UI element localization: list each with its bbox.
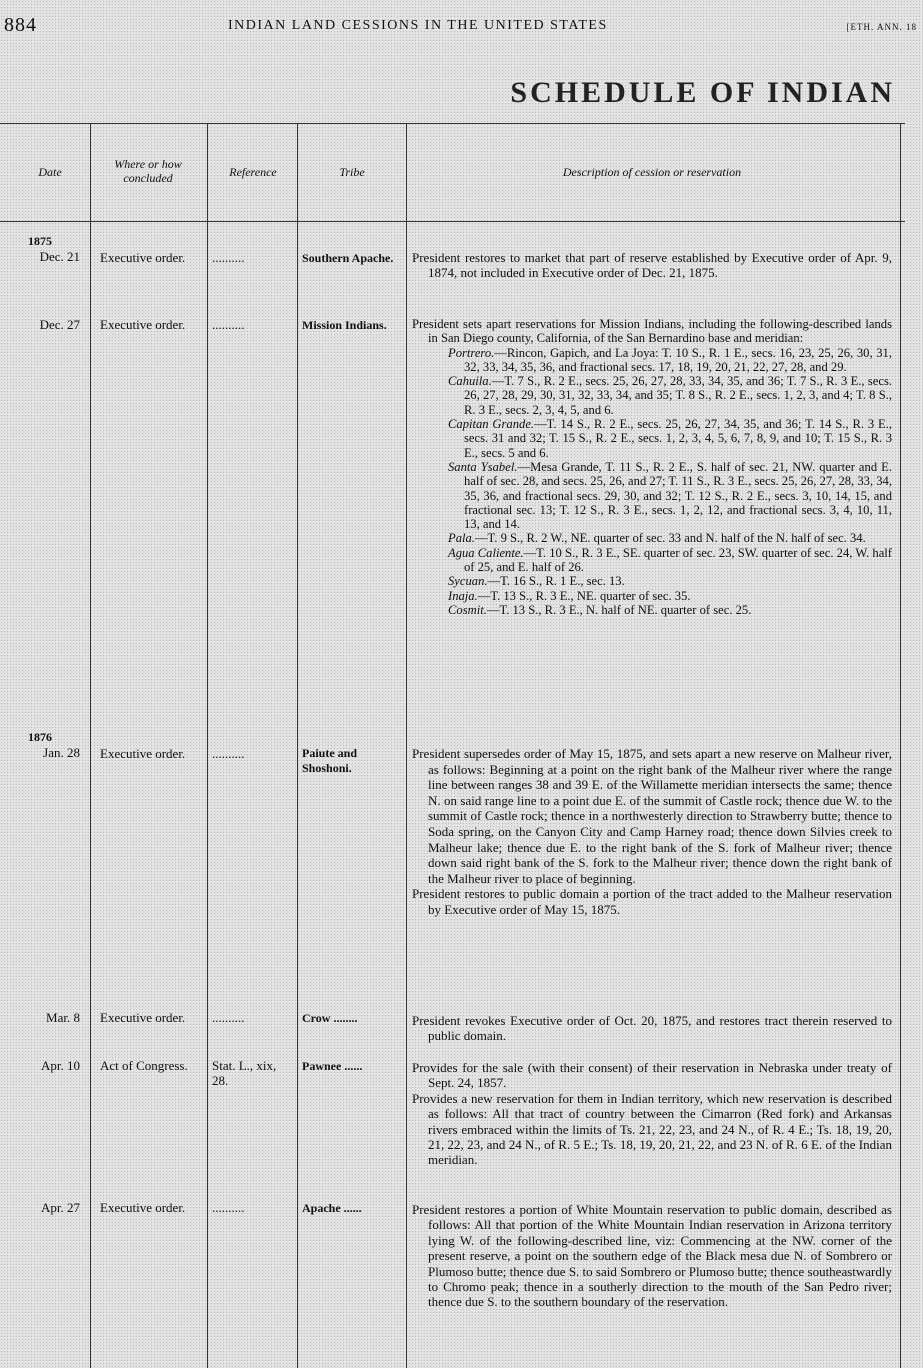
entry-description xyxy=(412,250,892,281)
tract-name: Inaja. xyxy=(448,588,478,603)
column-rule xyxy=(406,123,407,1368)
entry-date: Apr. 27 xyxy=(41,1200,80,1215)
entry-description xyxy=(412,1013,892,1044)
description-text: President restores a portion of White Mountain reservation to public domain, described as follows: All that portion of the White Mountain Indian reservation in Arizona territory lying W. of the following-described line, viz: Commencing at the NW. corner of the present reserve, a point on the southern edge of the Black mesa due N. of Sombrero or Plumoso butte; thence due S. to said Sombrero or Plumoso butte; thence southeastwardly to Chromo peak; thence in a southerly direction to the mouth of the San Pedro river; thence due S. to the southern boundary of the reservation. xyxy=(412,1202,892,1310)
description-text: President restores to market that part of reserve established by Executive order of Apr. 9, 1874, not included in Executive order of Dec. 21, 1875. xyxy=(412,250,892,281)
schedule-title: SCHEDULE OF INDIAN xyxy=(510,76,895,109)
page-number: 884 xyxy=(4,14,37,36)
entry-date xyxy=(0,234,80,265)
tract-text: —T. 16 S., R. 1 E., sec. 13. xyxy=(487,574,625,589)
tract-text: —T. 13 S., R. 3 E., N. half of NE. quarter of sec. 25. xyxy=(486,602,752,617)
entry-tribe: Pawnee ...... xyxy=(302,1059,363,1073)
tract-item xyxy=(412,603,892,617)
tract-item xyxy=(412,589,892,603)
entry-tribe: Paiute and Shoshoni. xyxy=(302,746,358,776)
column-header-date: Date xyxy=(38,165,62,179)
tract-name: Santa Ysabel. xyxy=(448,459,518,474)
column-header-tribe: Tribe xyxy=(339,165,365,179)
tract-text: —Mesa Grande, T. 11 S., R. 2 E., S. half of sec. 21, NW. quarter and E. half of sec. 28, and secs. 25, 26, and 27; T. 11 S., R. 3 E., secs. 25, 26, 27, 28, 33, 34, 35, 36, and fractional secs. 29, 30, and 32; T. 12 S., R. 2 E., secs. 3, 10, 14, 15, and fractional sec. 13; T. 12 S., R. 3 E., secs. 1, 2, 12, and fractional secs. 3, 4, 10, 11, 13, and 14. xyxy=(464,459,892,532)
entry-where: Executive order. xyxy=(100,1200,186,1215)
tract-name: Capitan Grande. xyxy=(448,417,535,432)
description-text-2: Provides a new reservation for them in Indian territory, which new reservation is described as follows: All that tract of country between the Cimarron (Red fork) and Arkansas rivers embraced within the limits of Ts. 21, 22, 23, and 24 N., of R. 4 E.; Ts. 18, 19, 20, 21, 22, 23, and 24 N., of R. 5 E.; Ts. 18, 19, 20, 21, 22, and 23 N. of R. 6 E. of the Indian meridian. xyxy=(412,1090,892,1168)
tract-name: Sycuan. xyxy=(448,574,488,589)
entry-tribe: Mission Indians. xyxy=(302,318,387,332)
tract-text: —T. 10 S., R. 3 E., SE. quarter of sec. 23, SW. quarter of sec. 24, W. half of 25, and E. half of 26. xyxy=(464,545,892,575)
entry-reference: .......... xyxy=(212,317,245,332)
column-header-reference: Reference xyxy=(229,165,277,179)
column-header-where: Where or how concluded xyxy=(114,157,182,185)
entry-description xyxy=(412,317,892,617)
entry-where: Executive order. xyxy=(100,317,186,332)
tract-text: —T. 7 S., R. 2 E., secs. 25, 26, 27, 28, 33, 34, 35, and 36; T. 7 S., R. 3 E., secs. 26, 27, 28, 29, 30, 31, 32, 33, 34, and 35; T. 8 S., R. 2 E., secs. 1, 2, 3, and 4; T. 8 S., R. 3 E., secs. 2, 3, 4, 5, and 6. xyxy=(464,374,892,417)
description-text: Provides for the sale (with their consent) of their reservation in Nebraska under treaty of Sept. 24, 1857. xyxy=(412,1060,892,1091)
entry-where: Executive order. xyxy=(100,250,186,265)
entry-where: Executive order. xyxy=(100,746,186,761)
entry-description xyxy=(412,1060,892,1168)
column-rule xyxy=(207,123,208,1368)
entry-reference: Stat. L., xix, 28. xyxy=(212,1058,277,1089)
entry-tribe: Crow ........ xyxy=(302,1011,358,1025)
tract-item xyxy=(412,531,892,545)
entry-day: Jan. 28 xyxy=(43,745,80,761)
column-rule xyxy=(297,123,298,1368)
description-text: President supersedes order of May 15, 1875, and sets apart a new reserve on Malheur river, as follows: Beginning at a point on the right bank of the Malheur river where the range line between ranges 38 and 39 E. of the Willamette meridian intersects the same; thence N. on said range line to a point due E. of the summit of Castle rock; thence due W. to the summit of Castle rock; thence in a northwesterly direction to Strawberry butte; thence to Soda spring, on the Canyon City and Camp Harney road; thence down Silvies creek to Malheur lake; thence due E. to the right bank of the S. fork of Malheur river; thence down said right bank of the S. fork to the Malheur river; thence down the right bank of the Malheur river to place of beginning. xyxy=(412,746,892,886)
entry-year: 1875 xyxy=(28,234,52,248)
column-rule xyxy=(90,123,91,1368)
tract-text: —T. 9 S., R. 2 W., NE. quarter of sec. 33 and N. half of the N. half of sec. 34. xyxy=(474,531,866,546)
tract-item xyxy=(412,460,892,531)
entry-reference: .......... xyxy=(212,1010,245,1025)
entry-where: Executive order. xyxy=(100,1010,186,1025)
entry-date: Apr. 10 xyxy=(41,1058,80,1073)
running-title: INDIAN LAND CESSIONS IN THE UNITED STATES xyxy=(228,18,608,33)
entry-day: Dec. 21 xyxy=(39,249,80,265)
entry-description xyxy=(412,1202,892,1310)
entry-reference: .......... xyxy=(212,1200,245,1215)
tract-item xyxy=(412,374,892,417)
tract-item xyxy=(412,546,892,575)
tract-name: Portrero. xyxy=(448,345,495,360)
description-text: President revokes Executive order of Oct. 20, 1875, and restores tract therein reserved to public domain. xyxy=(412,1013,892,1044)
running-head xyxy=(0,14,923,36)
entry-date xyxy=(0,730,80,761)
tract-text: —T. 13 S., R. 3 E., NE. quarter of sec. 35. xyxy=(477,588,691,603)
entry-tribe: Apache ...... xyxy=(302,1201,362,1215)
table-top-rule xyxy=(0,123,905,124)
tract-item xyxy=(412,417,892,460)
tract-text: —T. 14 S., R. 2 E., secs. 25, 26, 27, 34, 35, and 36; T. 14 S., R. 3 E., secs. 31 and 32; T. 15 S., R. 2 E., secs. 1, 2, 3, 4, 5, 6, 7, 8, 9, and 10; T. 15 S., R. 3 E., secs. 5 and 6. xyxy=(464,417,892,460)
header-bottom-rule xyxy=(0,221,905,222)
entry-date: Dec. 27 xyxy=(39,317,80,332)
tract-name: Cosmit. xyxy=(448,602,487,617)
entry-year: 1876 xyxy=(28,730,52,744)
column-rule xyxy=(900,123,901,1368)
description-text-2: President restores to public domain a portion of the tract added to the Malheur reservation by Executive order of May 15, 1875. xyxy=(412,886,892,917)
description-text: President sets apart reservations for Mission Indians, including the following-described lands in San Diego county, California, of the San Bernardino base and meridian: xyxy=(412,317,892,346)
entry-reference: .......... xyxy=(212,746,245,761)
schedule-table xyxy=(0,123,905,1368)
tract-item xyxy=(412,574,892,588)
entry-description xyxy=(412,746,892,918)
tract-item xyxy=(412,346,892,375)
tract-text: —Rincon, Gapich, and La Joya: T. 10 S., R. 1 E., secs. 16, 23, 25, 26, 30, 31, 32, 33, 34, 35, 36, and fractional secs. 17, 18, 19, 20, 21, 22, 27, 28, and 29. xyxy=(464,345,892,374)
entry-where: Act of Congress. xyxy=(100,1058,188,1073)
entry-date: Mar. 8 xyxy=(46,1010,80,1025)
entry-tribe: Southern Apache. xyxy=(302,251,394,265)
tract-name: Pala. xyxy=(448,531,475,546)
entry-reference: .......... xyxy=(212,250,245,265)
tract-name: Agua Caliente. xyxy=(448,545,524,560)
tract-name: Cahuila. xyxy=(448,374,492,389)
report-reference: [ETH. ANN. 18 xyxy=(846,22,917,32)
column-header-description: Description of cession or reservation xyxy=(562,165,742,179)
